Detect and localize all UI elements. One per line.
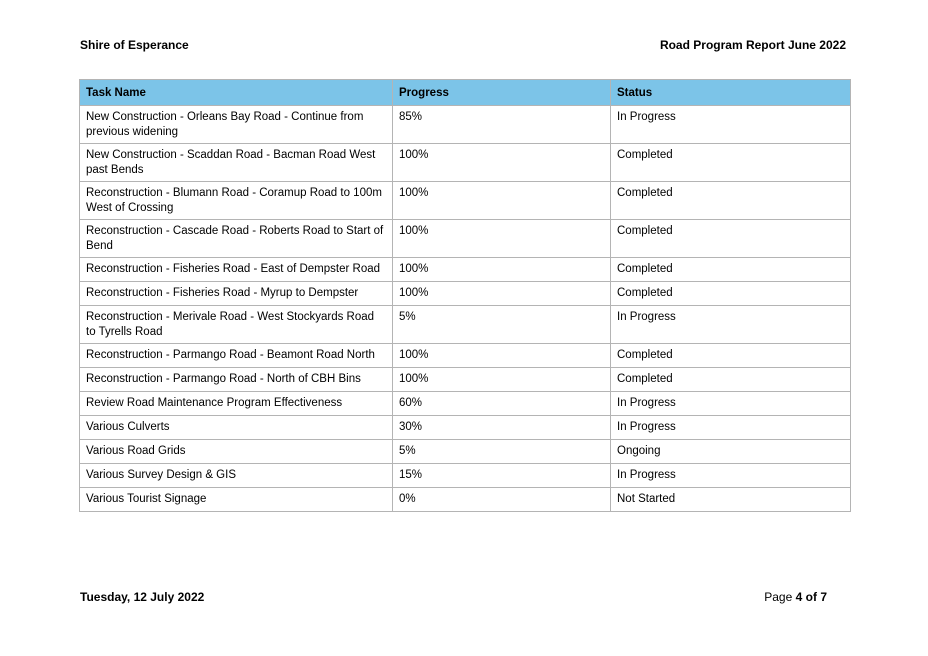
task-name-cell: New Construction - Orleans Bay Road - Continue from previous widening [80, 106, 393, 144]
status-cell: Not Started [611, 488, 851, 512]
table-row [80, 392, 851, 416]
progress-cell: 100% [393, 344, 611, 368]
status-cell: Completed [611, 144, 851, 182]
status-cell: Completed [611, 344, 851, 368]
table-row [80, 282, 851, 306]
task-name-cell: Reconstruction - Fisheries Road - East of Dempster Road [80, 258, 393, 282]
progress-cell: 0% [393, 488, 611, 512]
progress-cell: 100% [393, 258, 611, 282]
task-name-cell: Reconstruction - Fisheries Road - Myrup to Dempster [80, 282, 393, 306]
progress-cell: 30% [393, 416, 611, 440]
progress-cell: 100% [393, 282, 611, 306]
task-name-cell: Reconstruction - Parmango Road - Beamont Road North [80, 344, 393, 368]
table-header-row [80, 80, 851, 106]
report-title: Road Program Report June 2022 [659, 38, 846, 52]
progress-cell: 85% [393, 106, 611, 144]
progress-cell: 100% [393, 144, 611, 182]
status-cell: Completed [611, 220, 851, 258]
column-header-task-name: Task Name [80, 80, 393, 106]
task-name-cell: Various Tourist Signage [80, 488, 393, 512]
status-cell: In Progress [611, 106, 851, 144]
task-name-cell: Various Culverts [80, 416, 393, 440]
task-name-cell: Reconstruction - Parmango Road - North of CBH Bins [80, 368, 393, 392]
task-name-cell: Reconstruction - Blumann Road - Coramup Road to 100m West of Crossing [80, 182, 393, 220]
table-row [80, 464, 851, 488]
table-row [80, 258, 851, 282]
status-cell: Ongoing [611, 440, 851, 464]
table-row [80, 344, 851, 368]
page-prefix: Page [764, 590, 793, 604]
status-cell: In Progress [611, 464, 851, 488]
table-row [80, 220, 851, 258]
page-number [764, 590, 827, 604]
task-name-cell: New Construction - Scaddan Road - Bacman Road West past Bends [80, 144, 393, 182]
status-cell: In Progress [611, 306, 851, 344]
table-row [80, 106, 851, 144]
column-header-status: Status [611, 80, 851, 106]
table-row [80, 182, 851, 220]
task-name-cell: Reconstruction - Cascade Road - Roberts Road to Start of Bend [80, 220, 393, 258]
table-row [80, 488, 851, 512]
status-cell: In Progress [611, 416, 851, 440]
report-date: Tuesday, 12 July 2022 [80, 590, 205, 604]
status-cell: Completed [611, 182, 851, 220]
progress-cell: 100% [393, 368, 611, 392]
table-row [80, 306, 851, 344]
status-cell: In Progress [611, 392, 851, 416]
table-row [80, 368, 851, 392]
progress-cell: 5% [393, 440, 611, 464]
status-cell: Completed [611, 368, 851, 392]
progress-cell: 60% [393, 392, 611, 416]
column-header-progress: Progress [393, 80, 611, 106]
progress-cell: 15% [393, 464, 611, 488]
organisation-name: Shire of Esperance [80, 38, 189, 52]
status-cell: Completed [611, 282, 851, 306]
progress-cell: 5% [393, 306, 611, 344]
table-row [80, 440, 851, 464]
task-name-cell: Review Road Maintenance Program Effectiveness [80, 392, 393, 416]
page-of: of [805, 590, 817, 604]
task-name-cell: Various Survey Design & GIS [80, 464, 393, 488]
page-current: 4 [795, 590, 803, 604]
progress-cell: 100% [393, 182, 611, 220]
table-row [80, 144, 851, 182]
page-total: 7 [820, 590, 827, 604]
task-name-cell: Reconstruction - Merivale Road - West Stockyards Road to Tyrells Road [80, 306, 393, 344]
table-row [80, 416, 851, 440]
task-name-cell: Various Road Grids [80, 440, 393, 464]
status-cell: Completed [611, 258, 851, 282]
progress-cell: 100% [393, 220, 611, 258]
road-program-table [79, 79, 851, 512]
